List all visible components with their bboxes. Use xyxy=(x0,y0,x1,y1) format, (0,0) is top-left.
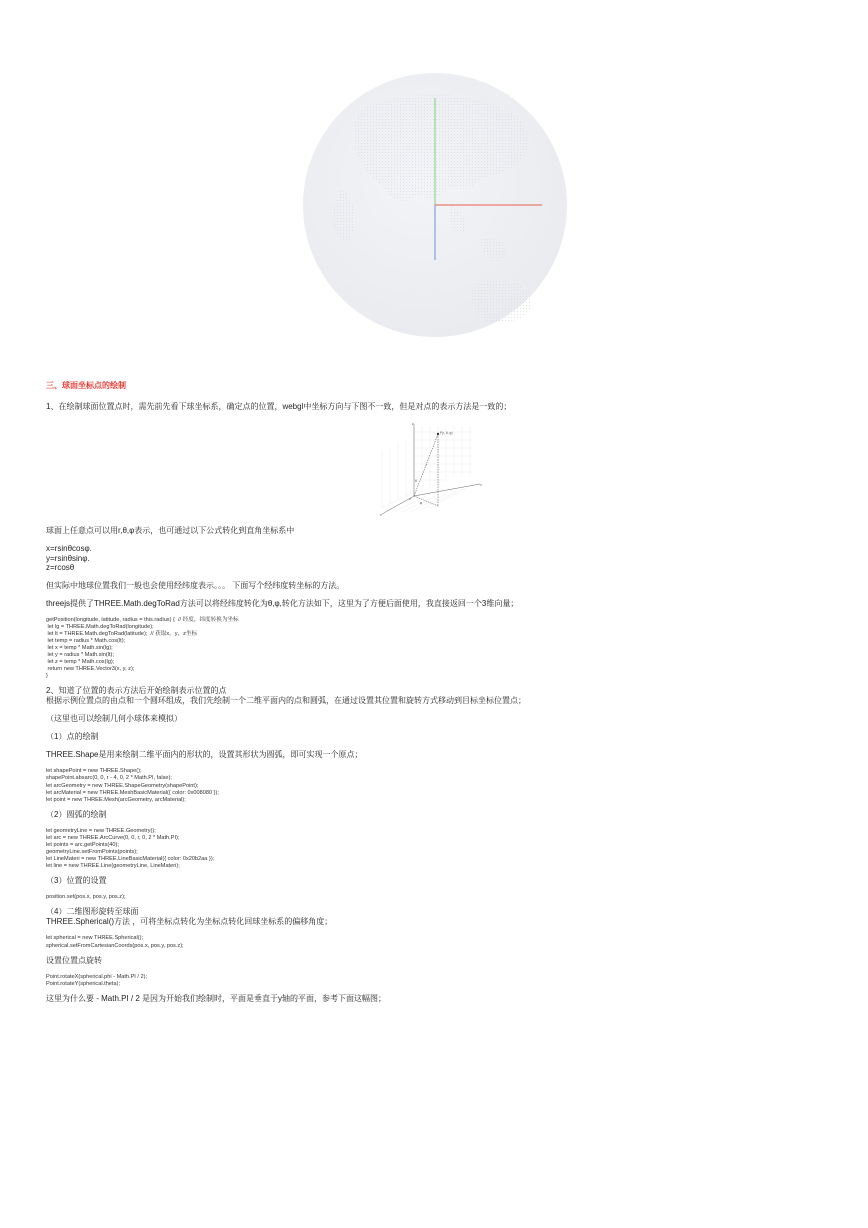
subheading-point: （1）点的绘制 xyxy=(46,732,99,742)
paragraph-shape: THREE.Shape是用来绘制二维平面内的形状的，设置其形状为圆弧，即可实现一个原点； xyxy=(46,750,363,760)
diagram-label-phi: φ xyxy=(420,501,423,505)
paragraph-spherical: THREE.Spherical()方法 ，可将坐标点转化为坐标点转化回球坐标系的偏移角度； xyxy=(46,917,333,927)
formula-block xyxy=(46,544,836,573)
spherical-coordinate-diagram xyxy=(376,420,486,516)
code-rotate: Point.rotateX(spherical.phi - Math.PI / 2); Point.rotateY(spherical.theta); xyxy=(46,973,148,987)
diagram-label-r: r xyxy=(426,463,428,467)
spherical-diagram-wrap xyxy=(46,420,836,518)
section-heading: 三、球面坐标点的绘制 xyxy=(46,381,126,390)
globe-svg xyxy=(300,70,570,340)
code-shape-point: let shapePoint = new THREE.Shape(); shapePoint.absarc(0, 0, r - 4, 0, 2 * Math.PI, false); let arcGeometry = new THREE.ShapeGeometry(shapePoint); let arcMaterial = new THREE.MeshBasicMaterial({ color: 0x008080 }); let point = new THREE.Mesh(arcGeometry, arcMaterial); xyxy=(46,768,219,803)
subheading-arc: （2）圆弧的绘制 xyxy=(46,809,107,819)
paragraph-sphere-point: 球面上任意点可以用r,θ,φ表示，也可通过以下公式转化到直角坐标系中 xyxy=(46,526,295,535)
code-spherical: let spherical = new THREE.Spherical(); spherical.setFromCartesianCoords(pos.x, pos.y, pos.z); xyxy=(46,935,184,949)
subheading-rotation: 设置位置点旋转 xyxy=(46,955,102,965)
diagram-label-x: x xyxy=(480,483,482,487)
diagram-label-z: z xyxy=(412,422,414,426)
code-arc-line: let geometryLine = new THREE.Geometry(); let arc = new THREE.ArcCurve(0, 0, r, 0, 2 * Math.PI); let points = arc.getPoints(40); geometryLine.setFromPoints(points); let LineMateri = new THREE.LineBasicMaterial({ color: 0x20b2aa }); let line = new THREE.Line(geometryLine, LineMateri); xyxy=(46,827,215,870)
diagram-label-y: y xyxy=(380,513,382,516)
diagram-point xyxy=(437,433,439,435)
diagram-label-o: o xyxy=(409,497,411,501)
paragraph-intro: 1、在绘制球面位置点时，需先前先看下球坐标系，确定点的位置，webgl中坐标方向与下图不一致，但是对点的表示方法是一致的； xyxy=(46,402,512,411)
formula-z: z=rcosθ xyxy=(46,563,75,572)
paragraph-step2-desc: 根据示例位置点的由点和一个圆环组成，我们先绘制一个二维平面内的点和圆弧，在通过设置其位置和旋转方式移动到目标坐标位置点； xyxy=(46,696,526,706)
paragraph-note: （这里也可以绘制几何小球体来模拟） xyxy=(46,714,182,724)
article-content xyxy=(46,380,836,1012)
diagram-label-theta: θ xyxy=(415,479,417,483)
globe-render xyxy=(300,70,570,340)
formula-x: x=rsinθcosφ. xyxy=(46,544,92,553)
code-get-position: getPosition(longitude, latitude, radius = this.radius) { // 经度，纬度转换为坐标 let lg = THREE.Math.degToRad(longitude); let lt = THREE.Math.degToRad(latitude); // 获取x，y，z坐标 let temp = radius * Math.cos(lt); let x = temp * Math.sin(lg); let y = radius * Math.sin(lt); let z = temp * Math.cos(lg); return new THREE.Vector3(x, y, z); } xyxy=(46,616,239,680)
paragraph-explanation: 这里为什么要 - Math.PI / 2 是因为开始我们绘制时，平面是垂直于y轴的平面，参考下面这幅图； xyxy=(46,993,387,1003)
paragraph-latlng: 但实际中地球位置我们一般也会使用经纬度表示。。。 下面写个经纬度转坐标的方法。 xyxy=(46,580,345,590)
subheading-position: （3）位置的设置 xyxy=(46,876,107,886)
code-position-set: position.set(pos.x, pos.y, pos.z); xyxy=(46,894,126,901)
diagram-label-point: P(r, θ, φ) xyxy=(440,431,453,435)
subheading-rotate: （4）二维图形旋转至球面 xyxy=(46,907,139,917)
formula-y: y=rsinθsinφ. xyxy=(46,553,90,563)
paragraph-threejs: threejs提供了THREE.Math.degToRad方法可以将经纬度转化为θ,φ,转化方法如下，这里为了方便后面使用，我直接返回一个3维向量； xyxy=(46,598,519,608)
diagram-grid xyxy=(382,426,472,512)
paragraph-step2-title: 2、知道了位置的表示方法后开始绘制表示位置的点 xyxy=(46,686,227,696)
